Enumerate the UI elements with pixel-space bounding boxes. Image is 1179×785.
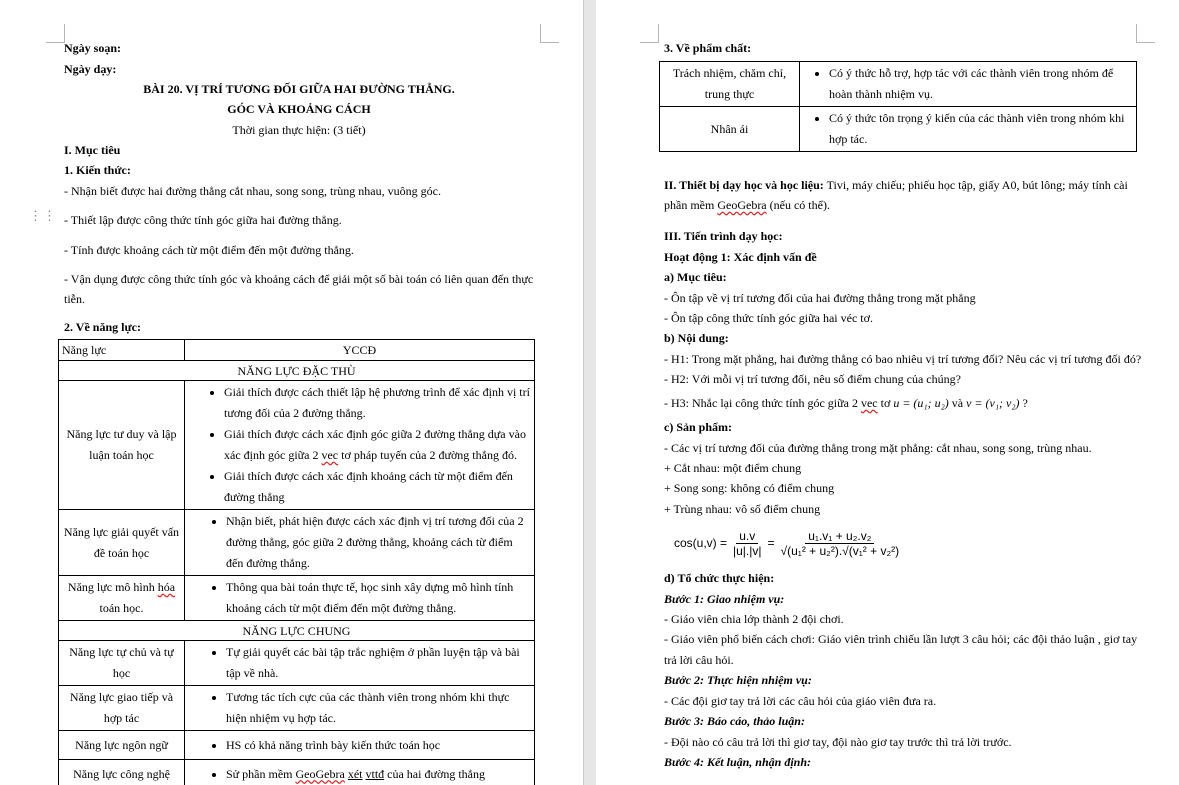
list-item: • Sử phần mềm GeoGebra xét vttđ của hai đường thẳng (226, 764, 531, 785)
list-item: • HS có khả năng trình bày kiến thức toán học (226, 735, 531, 756)
table-row-name: Năng lực tự chủ và tự học (59, 641, 185, 686)
table-row-name: Năng lực tư duy và lập luận toán học (59, 381, 185, 510)
paragraph: - Giáo viên phổ biến cách chơi: Giáo viên trình chiếu lần lượt 3 câu hỏi; các đội thảo luận , giơ tay (664, 632, 1138, 646)
paragraph: - Các vị trí tương đối của đường thẳng trong mặt phẳng: cắt nhau, song song, trùng nhau. (664, 441, 1092, 455)
list-item: • Giải thích được cách thiết lập hệ phương trình để xác định vị trí tương đối của 2 đường thẳng. (224, 382, 531, 424)
list-item: • Giải thích được cách xác định góc giữa 2 đường thẳng dựa vào xác định góc giữa 2 vec tơ pháp tuyến của 2 đường thẳng đó. (224, 424, 531, 466)
table-row-desc (185, 686, 535, 731)
quality-table (659, 61, 1137, 152)
paragraph: - Đội nào có câu trả lời thì giơ tay, đội nào giơ tay trước thì trả lời trước. (664, 735, 1012, 749)
paragraph: - Ôn tập công thức tính góc giữa hai véc tơ. (664, 311, 873, 325)
competency-table (58, 339, 535, 785)
paragraph: II. Thiết bị dạy học và học liệu: Tivi, máy chiếu; phiếu học tập, giấy A0, bút lông; máy tính cài (664, 178, 1128, 192)
cosine-formula (674, 522, 905, 564)
paragraph: + Song song: không có điểm chung (664, 481, 835, 495)
table-row-desc (800, 62, 1137, 107)
table-row-desc (185, 576, 535, 621)
date-prepared: Ngày soạn: (64, 41, 122, 55)
step-heading: Bước 2: Thực hiện nhiệm vụ: (664, 673, 812, 687)
paragraph: - Tính được khoảng cách từ một điểm đến một đường thẳng. (64, 243, 354, 257)
section-heading: III. Tiến trình dạy học: (664, 229, 783, 243)
table-row-name: Năng lực giao tiếp và hợp tác (59, 686, 185, 731)
step-heading: Bước 4: Kết luận, nhận định: (664, 755, 811, 769)
paragraph: - Giáo viên chia lớp thành 2 đội chơi. (664, 612, 844, 626)
table-row-name: Trách nhiệm, chăm chỉ, trung thực (660, 62, 800, 107)
formula-equals: = (767, 536, 775, 550)
paragraph: trả lời câu hỏi. (664, 653, 734, 667)
subsection-heading: d) Tổ chức thực hiện: (664, 571, 775, 585)
table-row-desc (185, 381, 535, 510)
table-row-desc (185, 641, 535, 686)
table-row-name: Năng lực ngôn ngữ (59, 731, 185, 760)
table-row-name: Nhân ái (660, 107, 800, 152)
drag-handle-icon[interactable]: ⋮⋮ (29, 208, 57, 223)
formula-lhs: cos(u,v) = (674, 536, 728, 550)
subsection-heading: 3. Về phẩm chất: (664, 41, 752, 55)
table-row-desc (185, 731, 535, 760)
step-heading: Bước 1: Giao nhiệm vụ: (664, 592, 785, 606)
list-item: • Giải thích được cách xác định khoảng cách từ một điểm đến đường thẳng (224, 466, 531, 508)
paragraph: - Ôn tập về vị trí tương đối của hai đường thẳng trong mặt phẳng (664, 291, 976, 305)
lesson-duration: Thời gian thực hiện: (3 tiết) (232, 123, 366, 137)
fraction: $\frac{u.v}{|u|.|v|}$ (733, 528, 762, 558)
table-row-desc (800, 107, 1137, 152)
list-item: • Tự giải quyết các bài tập trắc nghiệm ở phần luyện tập và bài tập về nhà. (226, 642, 531, 684)
lesson-subtitle: GÓC VÀ KHOẢNG CÁCH (227, 102, 371, 116)
subsection-heading: b) Nội dung: (664, 331, 729, 345)
paragraph: + Cắt nhau: một điểm chung (664, 461, 802, 475)
margin-mark (1136, 24, 1155, 43)
margin-mark (640, 24, 659, 43)
margin-mark (540, 24, 559, 43)
paragraph: - Vận dụng được công thức tính góc và khoảng cách để giải một số bài toán có liên quan đến thực (64, 272, 534, 286)
table-row-desc (185, 760, 535, 785)
paragraph: - H2: Với mỗi vị trí tương đối, nêu số điểm chung của chúng? (664, 372, 961, 386)
activity-heading: Hoạt động 1: Xác định vấn đề (664, 250, 817, 264)
margin-mark (46, 24, 65, 43)
list-item: • Tương tác tích cực của các thành viên trong nhóm khi thực hiện nhiệm vụ hợp tác. (226, 687, 531, 729)
fraction: $\frac{\text{u₁.v₁ + u₂.v₂}}{\text{√(u₁² + u₂²).√(v₁² + v₂²)}}$ (780, 528, 900, 558)
paragraph: - H1: Trong mặt phẳng, hai đường thẳng có bao nhiêu vị trí tương đối? Nêu các vị trí tương đối đó? (664, 352, 1142, 366)
paragraph: - H3: Nhắc lại công thức tính góc giữa 2 vec tơ u = (u₁; u₂) và v = (v₁; v₂) ? (664, 396, 1028, 410)
table-row-name: Năng lực công nghệ (59, 760, 185, 785)
table-group-header: NĂNG LỰC ĐẶC THÙ (59, 361, 535, 381)
list-item: • Nhận biết, phát hiện được cách xác định vị trí tương đối của 2 đường thẳng, góc giữa 2 đường thẳng, khoảng cách từ điểm đến đường thẳng. (226, 511, 531, 574)
table-row-desc (185, 510, 535, 576)
table-row-name: Năng lực giải quyết vấn đề toán học (59, 510, 185, 576)
list-item: • Có ý thức hỗ trợ, hợp tác với các thành viên trong nhóm để hoàn thành nhiệm vụ. (829, 63, 1133, 105)
section-heading: I. Mục tiêu (64, 143, 121, 157)
subsection-heading: 1. Kiến thức: (64, 163, 131, 177)
paragraph: tiễn. (64, 292, 85, 306)
list-item: • Có ý thức tôn trọng ý kiến của các thành viên trong nhóm khi hợp tác. (829, 108, 1133, 150)
step-heading: Bước 3: Báo cáo, thảo luận: (664, 714, 805, 728)
list-item: • Thông qua bài toán thực tế, học sinh xây dựng mô hình tính khoảng cách từ một điểm đến một đường thẳng. (226, 577, 531, 619)
paragraph: + Trùng nhau: vô số điểm chung (664, 502, 821, 516)
table-header: YCCĐ (185, 340, 535, 361)
document-page-right (596, 0, 1179, 785)
table-group-header: NĂNG LỰC CHUNG (59, 621, 535, 641)
paragraph: - Các đội giơ tay trả lời các câu hỏi của giáo viên đưa ra. (664, 694, 937, 708)
paragraph: - Thiết lập được công thức tính góc giữa hai đường thẳng. (64, 213, 342, 227)
table-row-name: Năng lực mô hình hóa toán học. (59, 576, 185, 621)
date-taught: Ngày dạy: (64, 62, 117, 76)
document-page-left (0, 0, 583, 785)
subsection-heading: c) Sản phẩm: (664, 420, 733, 434)
subsection-heading: a) Mục tiêu: (664, 270, 727, 284)
paragraph: phần mềm GeoGebra (nếu có thể). (664, 198, 830, 212)
subsection-heading: 2. Về năng lực: (64, 320, 141, 334)
paragraph: - Nhận biết được hai đường thẳng cắt nhau, song song, trùng nhau, vuông góc. (64, 184, 441, 198)
lesson-title: BÀI 20. VỊ TRÍ TƯƠNG ĐỐI GIỮA HAI ĐƯỜNG THẲNG. (143, 82, 455, 96)
table-header: Năng lực (59, 340, 185, 361)
